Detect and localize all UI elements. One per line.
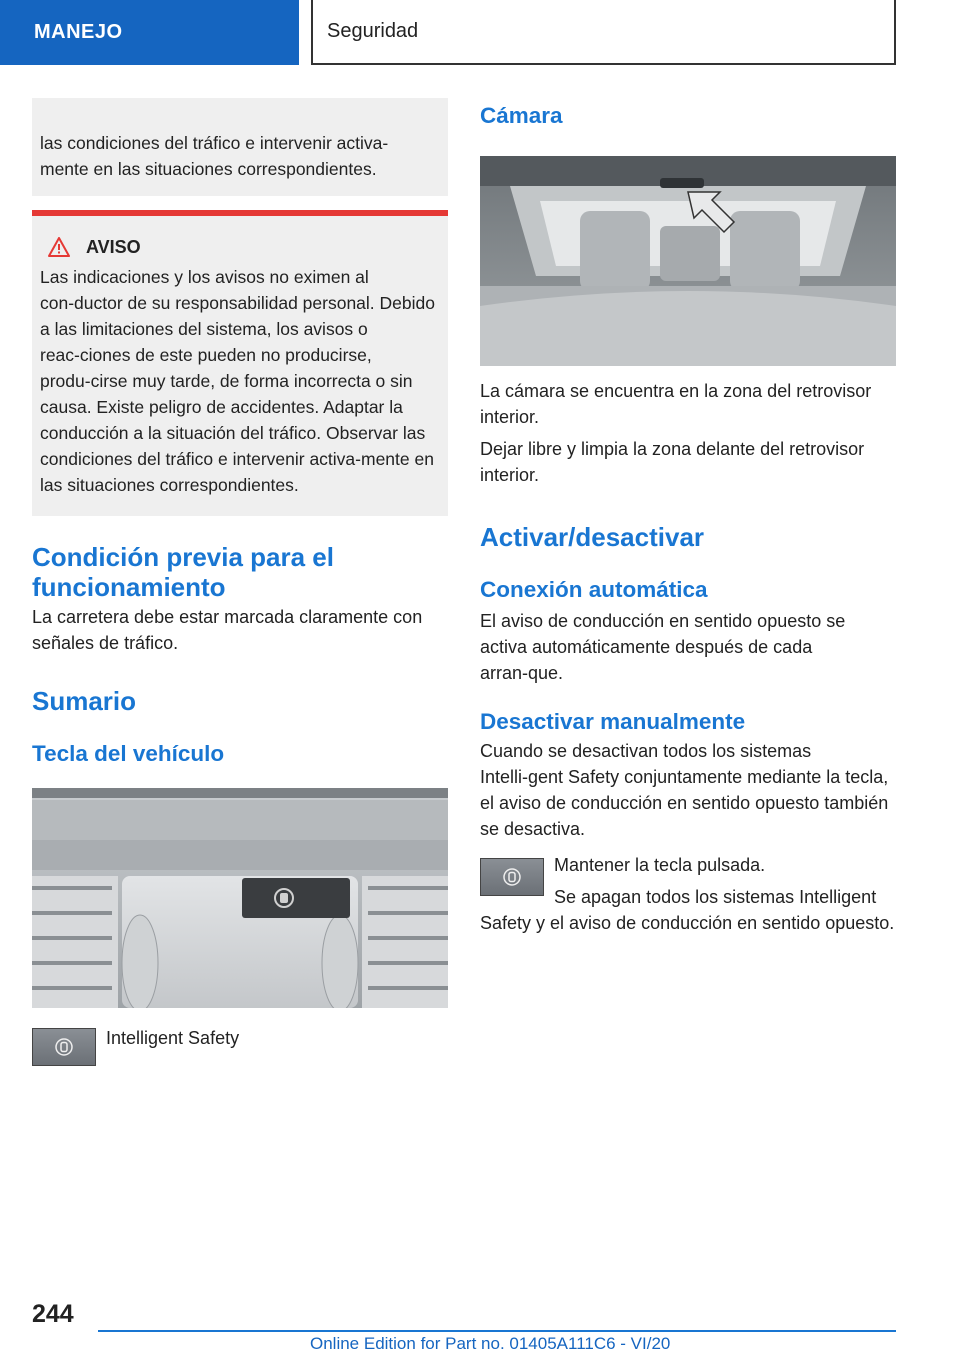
step-2: Se apagan todos los sistemas Intelligent Safety y el aviso de conducción en sentido opuesto.: [480, 887, 895, 933]
right-column: [480, 98, 896, 936]
text-camara-2: Dejar libre y limpia la zona delante del retrovisor interior.: [480, 439, 865, 485]
heading-tecla: Tecla del vehículo: [32, 741, 225, 766]
continued-warning-text: las condiciones del tráfico e intervenir activa‑ mente en las situaciones correspondientes.: [40, 133, 389, 179]
step-block: [480, 852, 896, 936]
heading-conexion: Conexión automática: [480, 577, 708, 602]
key-legend-row: [32, 1028, 448, 1066]
page-number: 244: [32, 1300, 74, 1328]
warning-title: AVISO: [86, 237, 141, 257]
left-column: [32, 98, 448, 1066]
intelligent-safety-icon: [54, 1037, 74, 1057]
intelligent-safety-key-image: [32, 1028, 96, 1066]
camera-location-photo: [480, 156, 896, 366]
text-conexion: El aviso de conducción en sentido opuesto se activa automáticamente después de cada arran‑que.: [480, 611, 846, 683]
section-tab: [0, 0, 299, 65]
text-condicion: La carretera debe estar marcada claramente con señales de tráfico.: [32, 607, 423, 653]
footer-rule: [98, 1330, 896, 1332]
chapter-title: Seguridad: [327, 20, 419, 42]
key-label: Intelligent Safety: [106, 1028, 240, 1048]
intelligent-safety-key-image-2: [480, 858, 544, 896]
text-camara-1: La cámara se encuentra en la zona del retrovisor interior.: [480, 381, 872, 427]
chapter-tab: [311, 0, 896, 65]
heading-condicion: Condición previa para el funcionamiento: [32, 542, 334, 602]
intelligent-safety-icon: [502, 867, 522, 887]
warning-triangle-icon: [48, 237, 70, 257]
heading-desactivar: Desactivar manualmente: [480, 709, 746, 734]
warning-box: [32, 210, 448, 516]
warning-text: Las indicaciones y los avisos no eximen al con‑ductor de su responsabilidad personal. Debido a las limitaciones del sistema, los avisos o reac‑ciones de este pueden no producirse, produ‑cirse muy tarde, de forma incorrecta o sin causa. Existe peligro de accidentes. Adaptar la conducción a la situación del tráfico. Observar las condiciones del tráfico e intervenir activa‑mente en las situaciones correspondientes.: [40, 267, 435, 495]
warning-heading: [40, 234, 440, 260]
vehicle-key-photo: [32, 788, 448, 1008]
footer-edition: Online Edition for Part no. 01405A111C6 - VI/20: [310, 1334, 671, 1353]
heading-sumario: Sumario: [32, 686, 137, 716]
heading-camara: Cámara: [480, 103, 563, 128]
text-desactivar: Cuando se desactivan todos los sistemas Intelli‑gent Safety conjuntamente mediante la tecla, el aviso de conducción en sentido opuesto también se desactiva.: [480, 741, 889, 839]
heading-activar: Activar/desactivar: [480, 522, 705, 552]
section-title: MANEJO: [34, 21, 123, 43]
continued-warning-box: [32, 98, 448, 196]
step-1: Mantener la tecla pulsada.: [554, 855, 766, 875]
